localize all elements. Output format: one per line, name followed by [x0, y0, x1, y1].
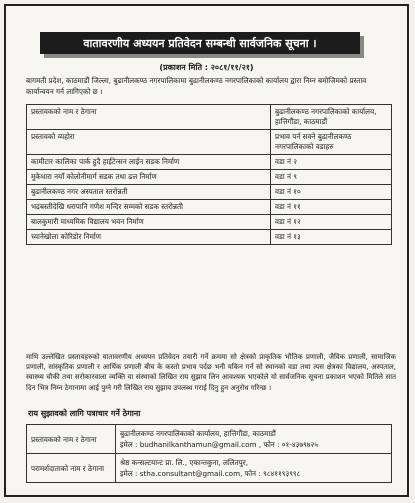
contact-line: इमेल : budhanilkanthamun@gmail.com , फोन : ०१-४३७९७२५: [120, 440, 319, 449]
table-cell-left: कामीटार कालिका पार्क हुदै हाईटेन्सन लाईन सडक निर्माण: [27, 155, 271, 170]
contact-line: बुढानीलकण्ठ नगरपालिकाको कार्यालय, हात्तिगौंडा, काठमाडौं: [120, 429, 276, 438]
contact-heading: राय सुझावको लागि पत्राचार गर्ने ठेगाना: [28, 409, 141, 418]
table-row: [27, 200, 392, 215]
table-cell-left: बालकुमारी माध्यमिक विद्यालय भवन निर्माण: [27, 215, 271, 230]
notice-page: [4, 4, 409, 497]
contact-table: [26, 424, 392, 483]
table-cell-right: बुढानीलकण्ठ नगरपालिकाको कार्यालय, हात्तिगौंडा, काठमाडौं: [271, 105, 392, 130]
table-row: [27, 105, 392, 130]
notice-title: वातावरणीय अध्ययन प्रतिवेदन सम्बन्धी सार्वजनिक सूचना ।: [40, 32, 360, 54]
intro-text: बागमती प्रदेश, काठमाडौं जिल्ला, बुढानीलकण्ठ नगरपालिकामा बुढानीलकण्ठ नगरपालिकाको कार्यालय द्वारा निम्न बमोजिमको प्रस्ताव कार्यान्वयन गर्न लागिएको छ ।: [26, 76, 367, 96]
contact-line: श्रेष्ठ कन्सल्टयान्ट प्रा. लि., एकान्तकुना, ललितपुर,: [120, 458, 248, 467]
body-paragraph: माथि उल्लेखित प्रस्तावहरुको वातावरणीय अध्ययन प्रतिवेदन तयारी गर्ने क्रममा सो क्षेत्रको प्राकृतिक भौतिक प्रणाली, जैविक प्रणाली, सामाजिक प्रणाली, सांस्कृतिक प्रणाली र आर्थिक प्रणाली बीच के कस्तो प्रभाव पर्दछ भनी यकिन गर्न सो स्थानको वडा तथा त्यस क्षेत्रका विद्यालय, अस्पताल, स्वास्थ्य चौकी तथा सरोकारवाला व्यक्ति वा संस्थाको लिखित राय सुझाव लिन आवश्यक भएकोले यो सार्वजनिक सूचना प्रकाशन भएको मितिले सात दिन भित्र निम्न ठेगानामा आई पुग्ने गरी लिखित राय सुझाव उपलब्ध गराई दिनु हुन अनुरोध गरिन्छ ।: [26, 353, 396, 392]
table-cell-right: वडा न‍ं १०: [271, 185, 392, 200]
contact-details: [116, 454, 392, 483]
table-row: [27, 170, 392, 185]
contact-label: परामर्शदाताको नाम र ठेगाना: [27, 454, 116, 483]
table-cell-left: बुढानीलकण्ठ नगर अस्पताल स्तरोन्नती: [27, 185, 271, 200]
table-row: [27, 425, 392, 454]
table-cell-left: मुकेधारा नयाँ कोलोनीमार्ग सडक तथा ढल निर्माण: [27, 170, 271, 185]
table-row: [27, 215, 392, 230]
table-row: [27, 454, 392, 483]
table-cell-right: वडा न‍ं १३: [271, 230, 392, 245]
table-row: [27, 230, 392, 245]
table-cell-left: भद्रबस्तीदेखि धरापानि गणेश मन्दिर सम्मको सडक स्तरोन्नती: [27, 200, 271, 215]
table-row: [27, 155, 392, 170]
table-cell-left: प्रस्तावकको नाम र ठेगाना: [27, 105, 271, 130]
table-cell-right: वडा न‍ं ११: [271, 200, 392, 215]
contact-details: [116, 425, 392, 454]
project-table: [26, 104, 392, 245]
table-row: [27, 130, 392, 155]
publish-date: (प्रकाशन मिति : २०८१/११/२१): [159, 63, 254, 72]
contact-line: इमेल : stha.consultant@gmail.com, फोन : ९८४११९३९९८: [120, 469, 301, 478]
table-cell-right: वडा न‍ं २: [271, 155, 392, 170]
table-cell-right: वडा न‍ं १२: [271, 215, 392, 230]
table-cell-left: प्रस्तावको व्यहोरा: [27, 130, 271, 155]
table-cell-right: प्रभाव पर्न सक्ने बुढानीलकण्ठ नगरपालिकाको वडाहरु: [271, 130, 392, 155]
table-cell-right: वडा न‍ं ९: [271, 170, 392, 185]
table-row: [27, 185, 392, 200]
table-cell-left: च्यानेखोला कोरिडोर निर्माण: [27, 230, 271, 245]
contact-label: प्रस्तावकको नाम र ठेगाना: [27, 425, 116, 454]
